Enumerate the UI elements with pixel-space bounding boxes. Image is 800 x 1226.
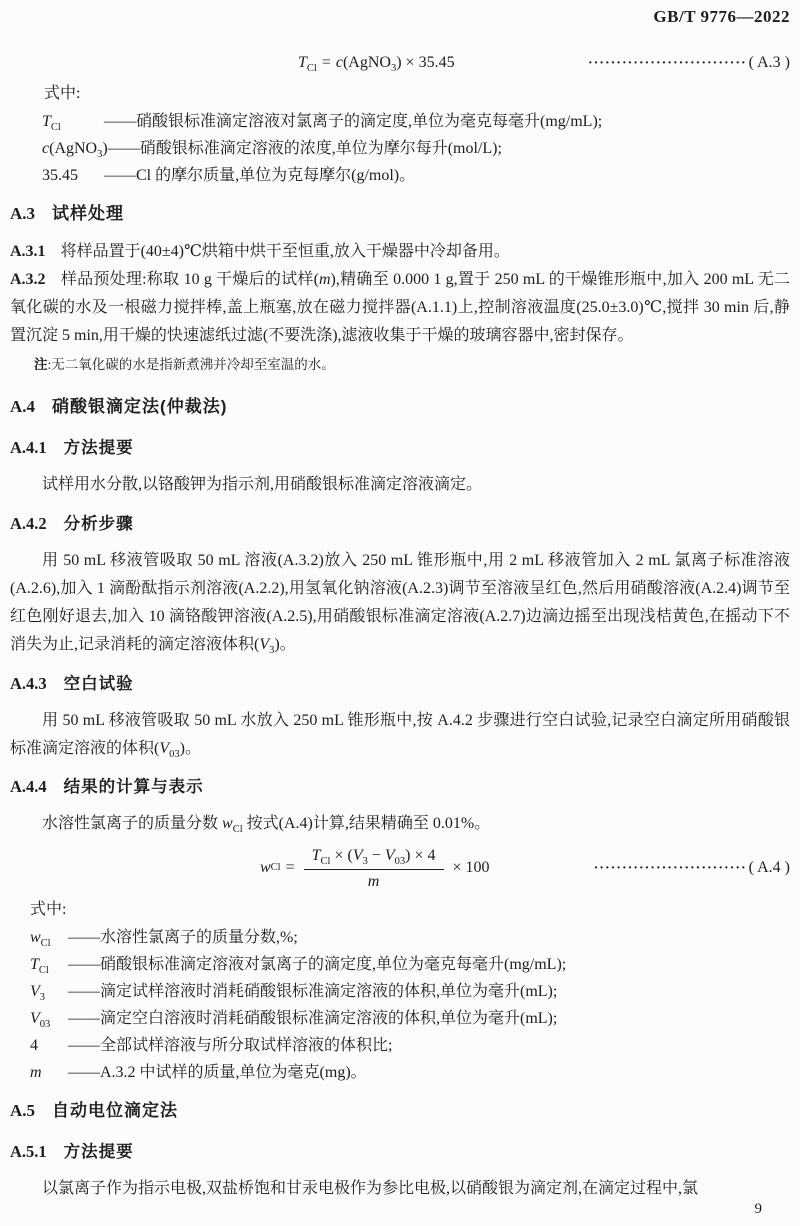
term-row-m bbox=[30, 1059, 790, 1086]
paragraph-a41: 试样用水分散,以铬酸钾为指示剂,用硝酸银标准滴定溶液滴定。 bbox=[42, 476, 483, 493]
term-row-molar-mass bbox=[42, 162, 790, 189]
term-row-v3 bbox=[30, 978, 790, 1005]
clause-text: 将样品置于(40±4)℃烘箱中烘干至恒重,放入干燥器中冷却备用。 bbox=[60, 243, 510, 260]
term-symbol bbox=[42, 135, 108, 162]
formula-a3-tail: ) × 35.45 bbox=[396, 54, 455, 71]
heading-a44 bbox=[10, 776, 790, 798]
heading-title: 方法提要 bbox=[63, 439, 134, 457]
term-description: ——全部试样溶液与所分取试样溶液的体积比; bbox=[68, 1037, 393, 1054]
heading-a5 bbox=[10, 1099, 790, 1122]
agno3-subscript: 3 bbox=[390, 63, 397, 75]
subscript: Cl bbox=[40, 938, 51, 950]
term-symbol bbox=[30, 924, 68, 951]
var-w: w bbox=[260, 859, 271, 876]
formula-a3-agno3: (AgNO bbox=[342, 54, 391, 71]
heading-title: 结果的计算与表示 bbox=[63, 778, 204, 796]
subscript: 03 bbox=[39, 1019, 51, 1031]
term-symbol: 35.45 bbox=[42, 167, 78, 184]
formula-a4-number: ( A.4 ) bbox=[748, 859, 790, 876]
term-row-tcl bbox=[30, 951, 790, 978]
subscript: 3 bbox=[97, 149, 103, 161]
heading-number: A.4 bbox=[10, 397, 36, 416]
term-row-wcl bbox=[30, 924, 790, 951]
term-symbol bbox=[30, 978, 68, 1005]
subscript: 3 bbox=[39, 992, 46, 1004]
fraction-denominator bbox=[368, 870, 380, 891]
heading-title: 硝酸银滴定法(仲裁法) bbox=[52, 397, 228, 416]
heading-number: A.5 bbox=[10, 1101, 36, 1120]
var-T: T bbox=[42, 113, 51, 130]
formula-a4 bbox=[10, 842, 790, 894]
term-description: ——A.3.2 中试样的质量,单位为毫克(mg)。 bbox=[68, 1064, 367, 1081]
term-description: ——硝酸银标准滴定溶液对氯离子的滴定度,单位为毫克每毫升(mg/mL); bbox=[104, 113, 603, 130]
term-symbol bbox=[30, 951, 68, 978]
clause-text: ),精确至 0.000 1 g,置于 250 mL 的干燥锥形瓶中,加入 200 mL 无二氧化碳的水及一根磁力搅拌棒,盖上瓶塞,放在磁力搅拌器(A.1.1)上,控制溶液温度(25.0±3.0)℃,搅拌 30 min 后,静置沉淀 5 min,用干燥的快速滤纸过滤(不要洗涤),滤液收集于干燥的玻璃容器中,密封保存。 bbox=[10, 271, 790, 344]
var-V: V bbox=[159, 740, 170, 757]
fraction-numerator bbox=[304, 846, 444, 870]
operator: × ( bbox=[330, 846, 353, 864]
subscript: 03 bbox=[394, 855, 406, 867]
term-description: ——硝酸银标准滴定溶液的浓度,单位为摩尔每升(mol/L); bbox=[107, 140, 502, 157]
heading-title: 分析步骤 bbox=[63, 515, 134, 533]
term-symbol bbox=[30, 1059, 68, 1086]
heading-number: A.4.3 bbox=[10, 674, 47, 693]
var-c: c bbox=[335, 54, 343, 71]
dot-leader: ··························· bbox=[593, 861, 747, 876]
paragraph-text: 用 50 mL 移液管吸取 50 mL 水放入 250 mL 锥形瓶中,按 A.4.2 步骤进行空白试验,记录空白滴定所用硝酸银标准滴定溶液的体积( bbox=[10, 712, 790, 757]
terms-a3-intro: 式中: bbox=[44, 85, 81, 102]
subscript: Cl bbox=[50, 122, 61, 134]
var-T: T bbox=[30, 956, 39, 973]
term-description: ——滴定试样溶液时消耗硝酸银标准滴定溶液的体积,单位为毫升(mL); bbox=[68, 983, 558, 1000]
heading-title: 方法提要 bbox=[63, 1143, 134, 1161]
paragraph-text: )。 bbox=[274, 636, 296, 653]
var-c: c bbox=[42, 140, 50, 157]
subscript: Cl bbox=[232, 824, 243, 836]
term-symbol: 4 bbox=[30, 1037, 38, 1054]
subscript: Cl bbox=[38, 965, 49, 977]
fraction bbox=[304, 846, 444, 891]
heading-title: 试样处理 bbox=[52, 204, 125, 223]
heading-title: 自动电位滴定法 bbox=[52, 1101, 179, 1120]
term-description: ——水溶性氯离子的质量分数,%; bbox=[68, 929, 298, 946]
var-m: m bbox=[367, 872, 380, 890]
heading-number: A.4.2 bbox=[10, 514, 47, 533]
var-V: V bbox=[259, 636, 270, 653]
heading-a43 bbox=[10, 673, 790, 695]
term-row-cagno3 bbox=[42, 135, 790, 162]
note-text: :无二氧化碳的水是指新煮沸并冷却至室温的水。 bbox=[47, 357, 335, 372]
heading-a51 bbox=[10, 1141, 790, 1163]
minus-sign: − bbox=[367, 846, 385, 864]
term-row-v03 bbox=[30, 1005, 790, 1032]
paragraph-text: )。 bbox=[179, 740, 201, 757]
subscript: 3 bbox=[362, 855, 368, 867]
term-symbol bbox=[30, 1005, 68, 1032]
clause-number: A.3.2 bbox=[10, 271, 46, 288]
paragraph-text: 按式(A.4)计算,结果精确至 0.01%。 bbox=[242, 815, 491, 832]
term-symbol bbox=[42, 108, 104, 135]
heading-a42 bbox=[10, 513, 790, 535]
var-m: m bbox=[30, 1064, 42, 1081]
terms-a4-list bbox=[30, 924, 790, 1086]
var-w: w bbox=[30, 929, 41, 946]
var-V: V bbox=[352, 846, 363, 864]
heading-a4 bbox=[10, 395, 790, 418]
operator: ) × 4 bbox=[405, 846, 436, 864]
subscript: Cl bbox=[320, 855, 331, 867]
dot-leader: ···························· bbox=[587, 56, 747, 71]
note-label: 注 bbox=[34, 357, 48, 372]
equals-sign: = bbox=[285, 859, 295, 876]
paragraph-a43 bbox=[10, 707, 790, 763]
agno3-text: (AgNO bbox=[49, 140, 98, 157]
formula-a3-number: ( A.3 ) bbox=[748, 54, 790, 71]
formula-a4-expression: w Cl = $\frac{T_{Cl} \times (V_3 - V_{03}) \times 4}{m}$ × 100 bbox=[260, 846, 490, 890]
term-row-4 bbox=[30, 1032, 790, 1059]
paragraph-text: 水溶性氯离子的质量分数 bbox=[42, 815, 223, 832]
formula-a3-leader bbox=[588, 50, 790, 76]
formula-a4-leader bbox=[594, 855, 790, 881]
heading-a3 bbox=[10, 202, 790, 225]
var-V: V bbox=[384, 846, 395, 864]
paragraph-a51: 以氯离子作为指示电极,双盐桥饱和甘汞电极作为参比电极,以硝酸银为滴定剂,在滴定过程中,氯 bbox=[42, 1180, 699, 1197]
page-number: 9 bbox=[754, 1201, 762, 1217]
equals-sign: = bbox=[321, 54, 331, 71]
times-100: × 100 bbox=[452, 859, 490, 876]
heading-number: A.5.1 bbox=[10, 1142, 47, 1161]
formula-a3-expression bbox=[298, 50, 455, 76]
term-description: ——硝酸银标准滴定溶液对氯离子的滴定度,单位为毫克每毫升(mg/mL); bbox=[68, 956, 567, 973]
close-paren: ) bbox=[102, 140, 108, 157]
term-description: ——滴定空白溶液时消耗硝酸银标准滴定溶液的体积,单位为毫升(mL); bbox=[68, 1010, 558, 1027]
heading-number: A.4.4 bbox=[10, 777, 47, 796]
note-a3 bbox=[34, 355, 790, 375]
terms-a4-intro: 式中: bbox=[30, 901, 67, 918]
heading-number: A.3 bbox=[10, 204, 36, 223]
heading-a41 bbox=[10, 437, 790, 459]
clause-a31 bbox=[10, 238, 790, 266]
term-description: ——Cl 的摩尔质量,单位为克每摩尔(g/mol)。 bbox=[104, 167, 416, 184]
paragraph-a42 bbox=[10, 547, 790, 659]
clause-text: 样品预处理:称取 10 g 干燥后的试样( bbox=[60, 271, 319, 288]
var-T-subscript: Cl bbox=[306, 63, 317, 75]
standard-number-header: GB/T 9776—2022 bbox=[653, 7, 790, 26]
paragraph-a44-intro bbox=[10, 810, 790, 838]
clause-number: A.3.1 bbox=[10, 243, 46, 260]
formula-a3 bbox=[10, 50, 790, 76]
heading-title: 空白试验 bbox=[63, 675, 134, 693]
var-T: T bbox=[311, 846, 321, 864]
terms-a3-list bbox=[42, 108, 790, 189]
var-V: V bbox=[30, 1010, 40, 1027]
subscript: 3 bbox=[269, 645, 275, 657]
paragraph-text: 用 50 mL 移液管吸取 50 mL 溶液(A.3.2)放入 250 mL 锥形瓶中,用 2 mL 移液管加入 2 mL 氯离子标准溶液(A.2.6),加入 1 滴酚酞指示剂溶液(A.2.2),用氢氧化钠溶液(A.2.3)调节至溶液呈红色,然后用硝酸溶液(A.2.4)调节至红色刚好退去,加入 10 滴铬酸钾溶液(A.2.5),用硝酸银标准滴定溶液(A.2.7)边滴边摇至出现浅桔黄色,在摇动下不消失为止,记录消耗的滴定溶液体积( bbox=[10, 552, 790, 653]
var-T: T bbox=[298, 54, 307, 71]
var-m: m bbox=[318, 271, 331, 288]
clause-a32 bbox=[10, 266, 790, 350]
subscript: 03 bbox=[169, 749, 180, 761]
var-w: w bbox=[222, 815, 233, 832]
heading-number: A.4.1 bbox=[10, 438, 47, 457]
var-V: V bbox=[30, 983, 40, 1000]
term-row-tcl bbox=[42, 108, 790, 135]
